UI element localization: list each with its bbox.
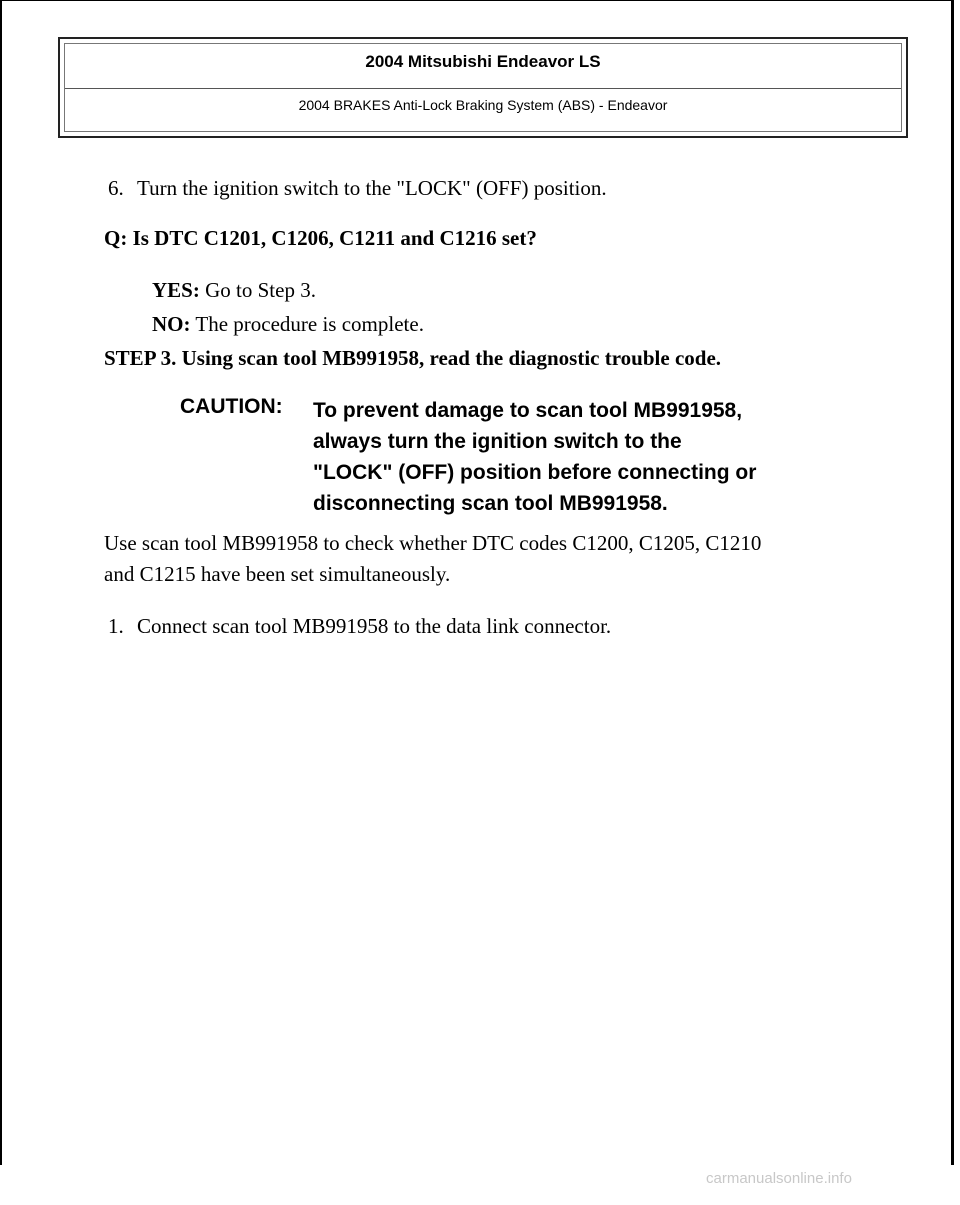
document-header [58, 37, 908, 138]
step-1-item [108, 614, 611, 639]
step-3-heading: STEP 3. Using scan tool MB991958, read the diagnostic trouble code. [104, 346, 722, 370]
step-1-number: 1. [108, 614, 124, 638]
caution-text [313, 395, 873, 519]
header-subtitle: 2004 BRAKES Anti-Lock Braking System (ABS) - Endeavor [298, 97, 668, 113]
step-6-number: 6. [108, 176, 124, 200]
caution-line: always turn the ignition switch to the [313, 430, 682, 453]
header-title: 2004 Mitsubishi Endeavor LS [365, 52, 601, 71]
watermark-text: carmanualsonline.info [706, 1170, 852, 1187]
paragraph-line-2: and C1215 have been set simultaneously. [104, 562, 451, 586]
step-6-item [108, 176, 607, 201]
caution-label: CAUTION: [180, 395, 283, 418]
step-6-text: Turn the ignition switch to the "LOCK" (OFF) position. [137, 176, 607, 200]
no-label: NO: [152, 312, 191, 336]
yes-text: Go to Step 3. [205, 278, 316, 302]
question-text: Q: Is DTC C1201, C1206, C1211 and C1216 set? [104, 226, 537, 250]
header-divider [65, 88, 901, 89]
caution-line: To prevent damage to scan tool MB991958, [313, 399, 743, 422]
step-1-text: Connect scan tool MB991958 to the data link connector. [137, 614, 612, 638]
header-inner-border [64, 43, 902, 132]
no-answer [152, 312, 424, 337]
no-text: The procedure is complete. [195, 312, 424, 336]
yes-answer [152, 278, 316, 303]
paragraph-line-1: Use scan tool MB991958 to check whether DTC codes C1200, C1205, C1210 [104, 531, 762, 555]
caution-line: "LOCK" (OFF) position before connecting or [313, 461, 757, 484]
yes-label: YES: [152, 278, 200, 302]
caution-line: disconnecting scan tool MB991958. [313, 492, 668, 515]
